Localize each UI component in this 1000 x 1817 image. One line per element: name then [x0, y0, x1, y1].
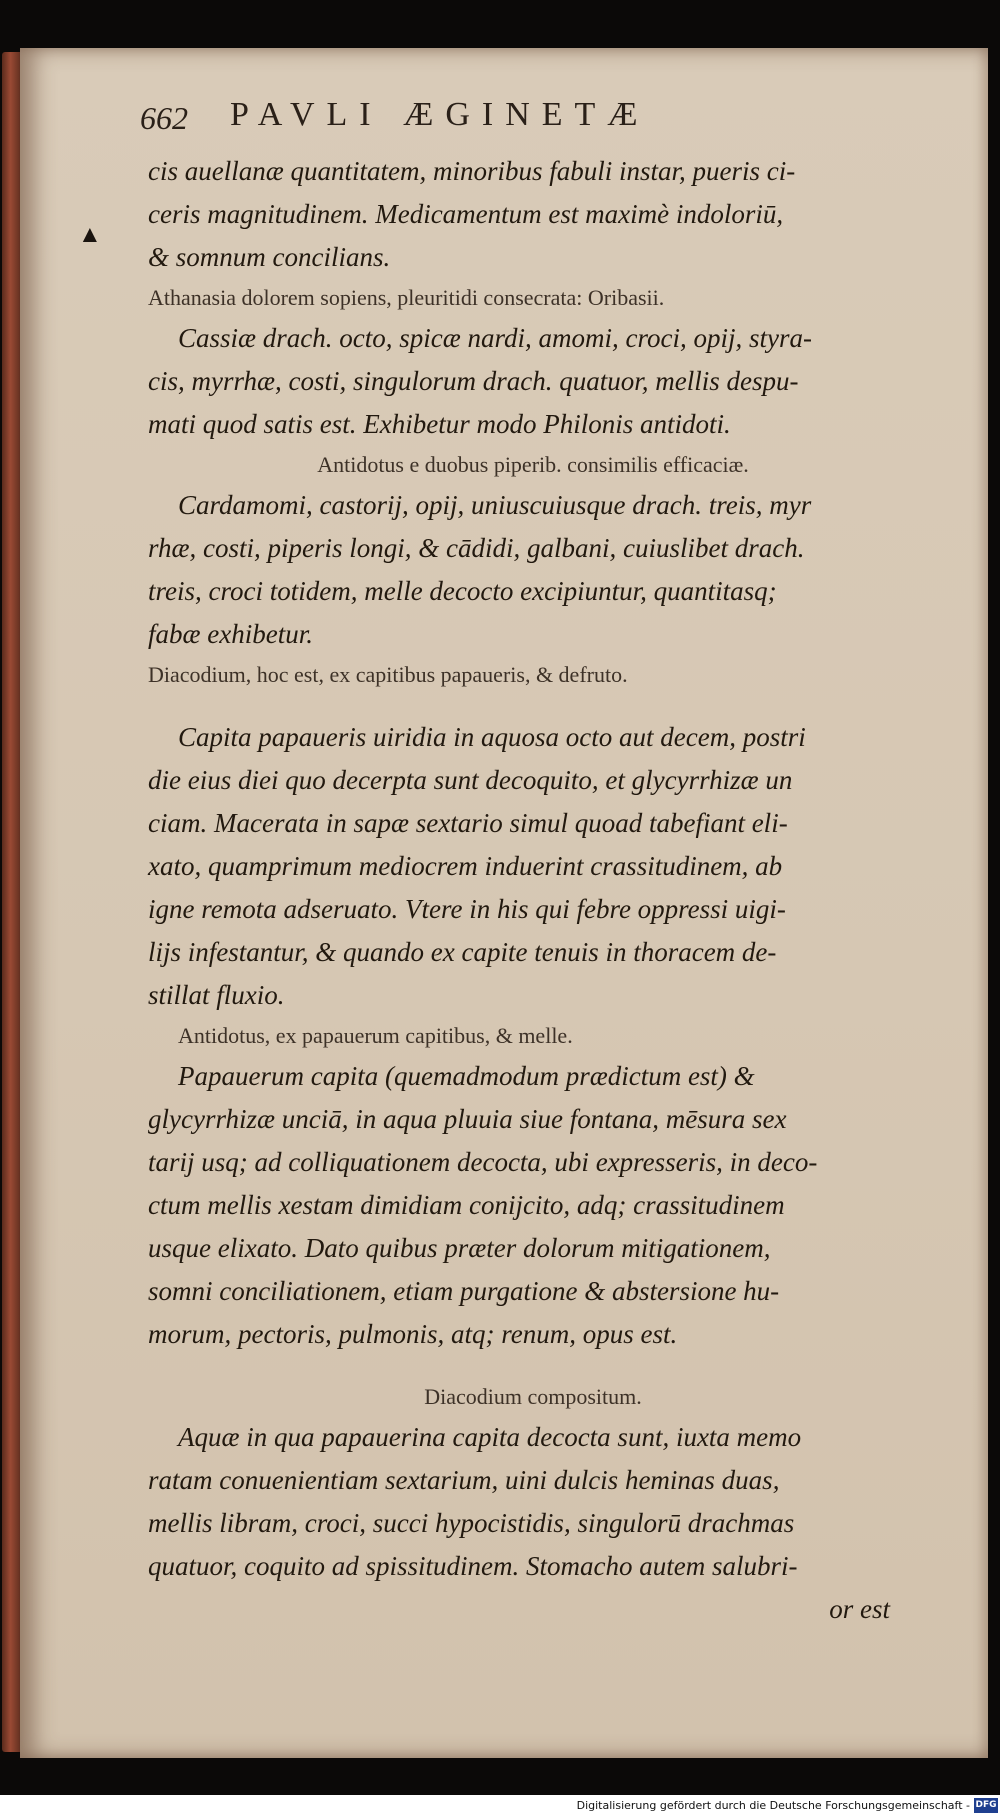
spacer	[148, 1356, 918, 1378]
text-line: quatuor, coquito ad spissitudinem. Stomacho autem salubri-	[148, 1551, 798, 1581]
text-line: ctum mellis xestam dimidiam conijcito, adq; crassitudinem	[148, 1190, 785, 1220]
section-heading: Antidotus, ex papauerum capitibus, & melle.	[178, 1023, 573, 1048]
text-line: Capita papaueris uiridia in aquosa octo aut decem, postri	[178, 722, 806, 752]
text-line: usque elixato. Dato quibus præter dolorum mitigationem,	[148, 1233, 771, 1263]
text-line: somni conciliationem, etiam purgatione & abstersione hu-	[148, 1276, 780, 1306]
text-line: rhæ, costi, piperis longi, & cādidi, galbani, cuiuslibet drach.	[148, 533, 805, 563]
footer-bar	[0, 1795, 1000, 1817]
text-line: glycyrrhizæ unciā, in aqua pluuia siue fontana, mēsura sex	[148, 1104, 787, 1134]
text-line: Cassiæ drach. octo, spicæ nardi, amomi, croci, opij, styra-	[178, 323, 812, 353]
page-number: 662	[140, 100, 188, 136]
section-heading: Athanasia dolorem sopiens, pleuritidi consecrata: Oribasii.	[148, 285, 665, 310]
text-line: tarij usq; ad colliquationem decocta, ubi expresseris, in deco-	[148, 1147, 818, 1177]
text-line: ratam conuenientiam sextarium, uini dulcis heminas duas,	[148, 1465, 780, 1495]
dfg-logo-icon: DFG	[974, 1798, 998, 1813]
text-line: morum, pectoris, pulmonis, atq; renum, opus est.	[148, 1319, 678, 1349]
running-head: PAVLI ÆGINETÆ	[230, 96, 650, 133]
text-line: igne remota adseruato. Vtere in his qui febre oppressi uigi-	[148, 894, 786, 924]
text-line: Aquæ in qua papauerina capita decocta sunt, iuxta memo	[178, 1422, 802, 1452]
section-heading: Antidotus e duobus piperib. consimilis efficaciæ.	[317, 452, 749, 477]
catchword: or est	[829, 1594, 890, 1624]
body-text	[148, 150, 918, 1631]
text-line: & somnum concilians.	[148, 242, 391, 272]
text-line: die eius diei quo decerpta sunt decoquito, et glycyrrhizæ un	[148, 765, 793, 795]
page-header	[140, 86, 800, 146]
text-line: Cardamomi, castorij, opij, uniuscuiusque drach. treis, myr	[178, 490, 812, 520]
margin-marker-icon: ▲	[78, 222, 102, 248]
text-line: mellis libram, croci, succi hypocistidis, singulorū drachmas	[148, 1508, 795, 1538]
text-line: mati quod satis est. Exhibetur modo Philonis antidoti.	[148, 409, 731, 439]
text-line: ciam. Macerata in sapæ sextario simul quoad tabefiant eli-	[148, 808, 788, 838]
text-line: stillat fluxio.	[148, 980, 285, 1010]
text-line: treis, croci totidem, melle decocto excipiuntur, quantitasq;	[148, 576, 777, 606]
funding-credit: Digitalisierung gefördert durch die Deutsche Forschungsgemeinschaft -	[576, 1799, 970, 1812]
text-line: Papauerum capita (quemadmodum prædictum est) &	[178, 1061, 755, 1091]
spacer	[148, 694, 918, 716]
text-line: lijs infestantur, & quando ex capite tenuis in thoracem de-	[148, 937, 777, 967]
section-heading: Diacodium, hoc est, ex capitibus papaueris, & defruto.	[148, 662, 628, 687]
text-line: cis auellanæ quantitatem, minoribus fabuli instar, pueris ci-	[148, 156, 796, 186]
text-line: ceris magnitudinem. Medicamentum est maximè indoloriū,	[148, 199, 784, 229]
section-heading: Diacodium compositum.	[424, 1384, 642, 1409]
text-line: xato, quamprimum mediocrem induerint crassitudinem, ab	[148, 851, 783, 881]
text-line: cis, myrrhæ, costi, singulorum drach. quatuor, mellis despu-	[148, 366, 799, 396]
text-line: fabæ exhibetur.	[148, 619, 313, 649]
